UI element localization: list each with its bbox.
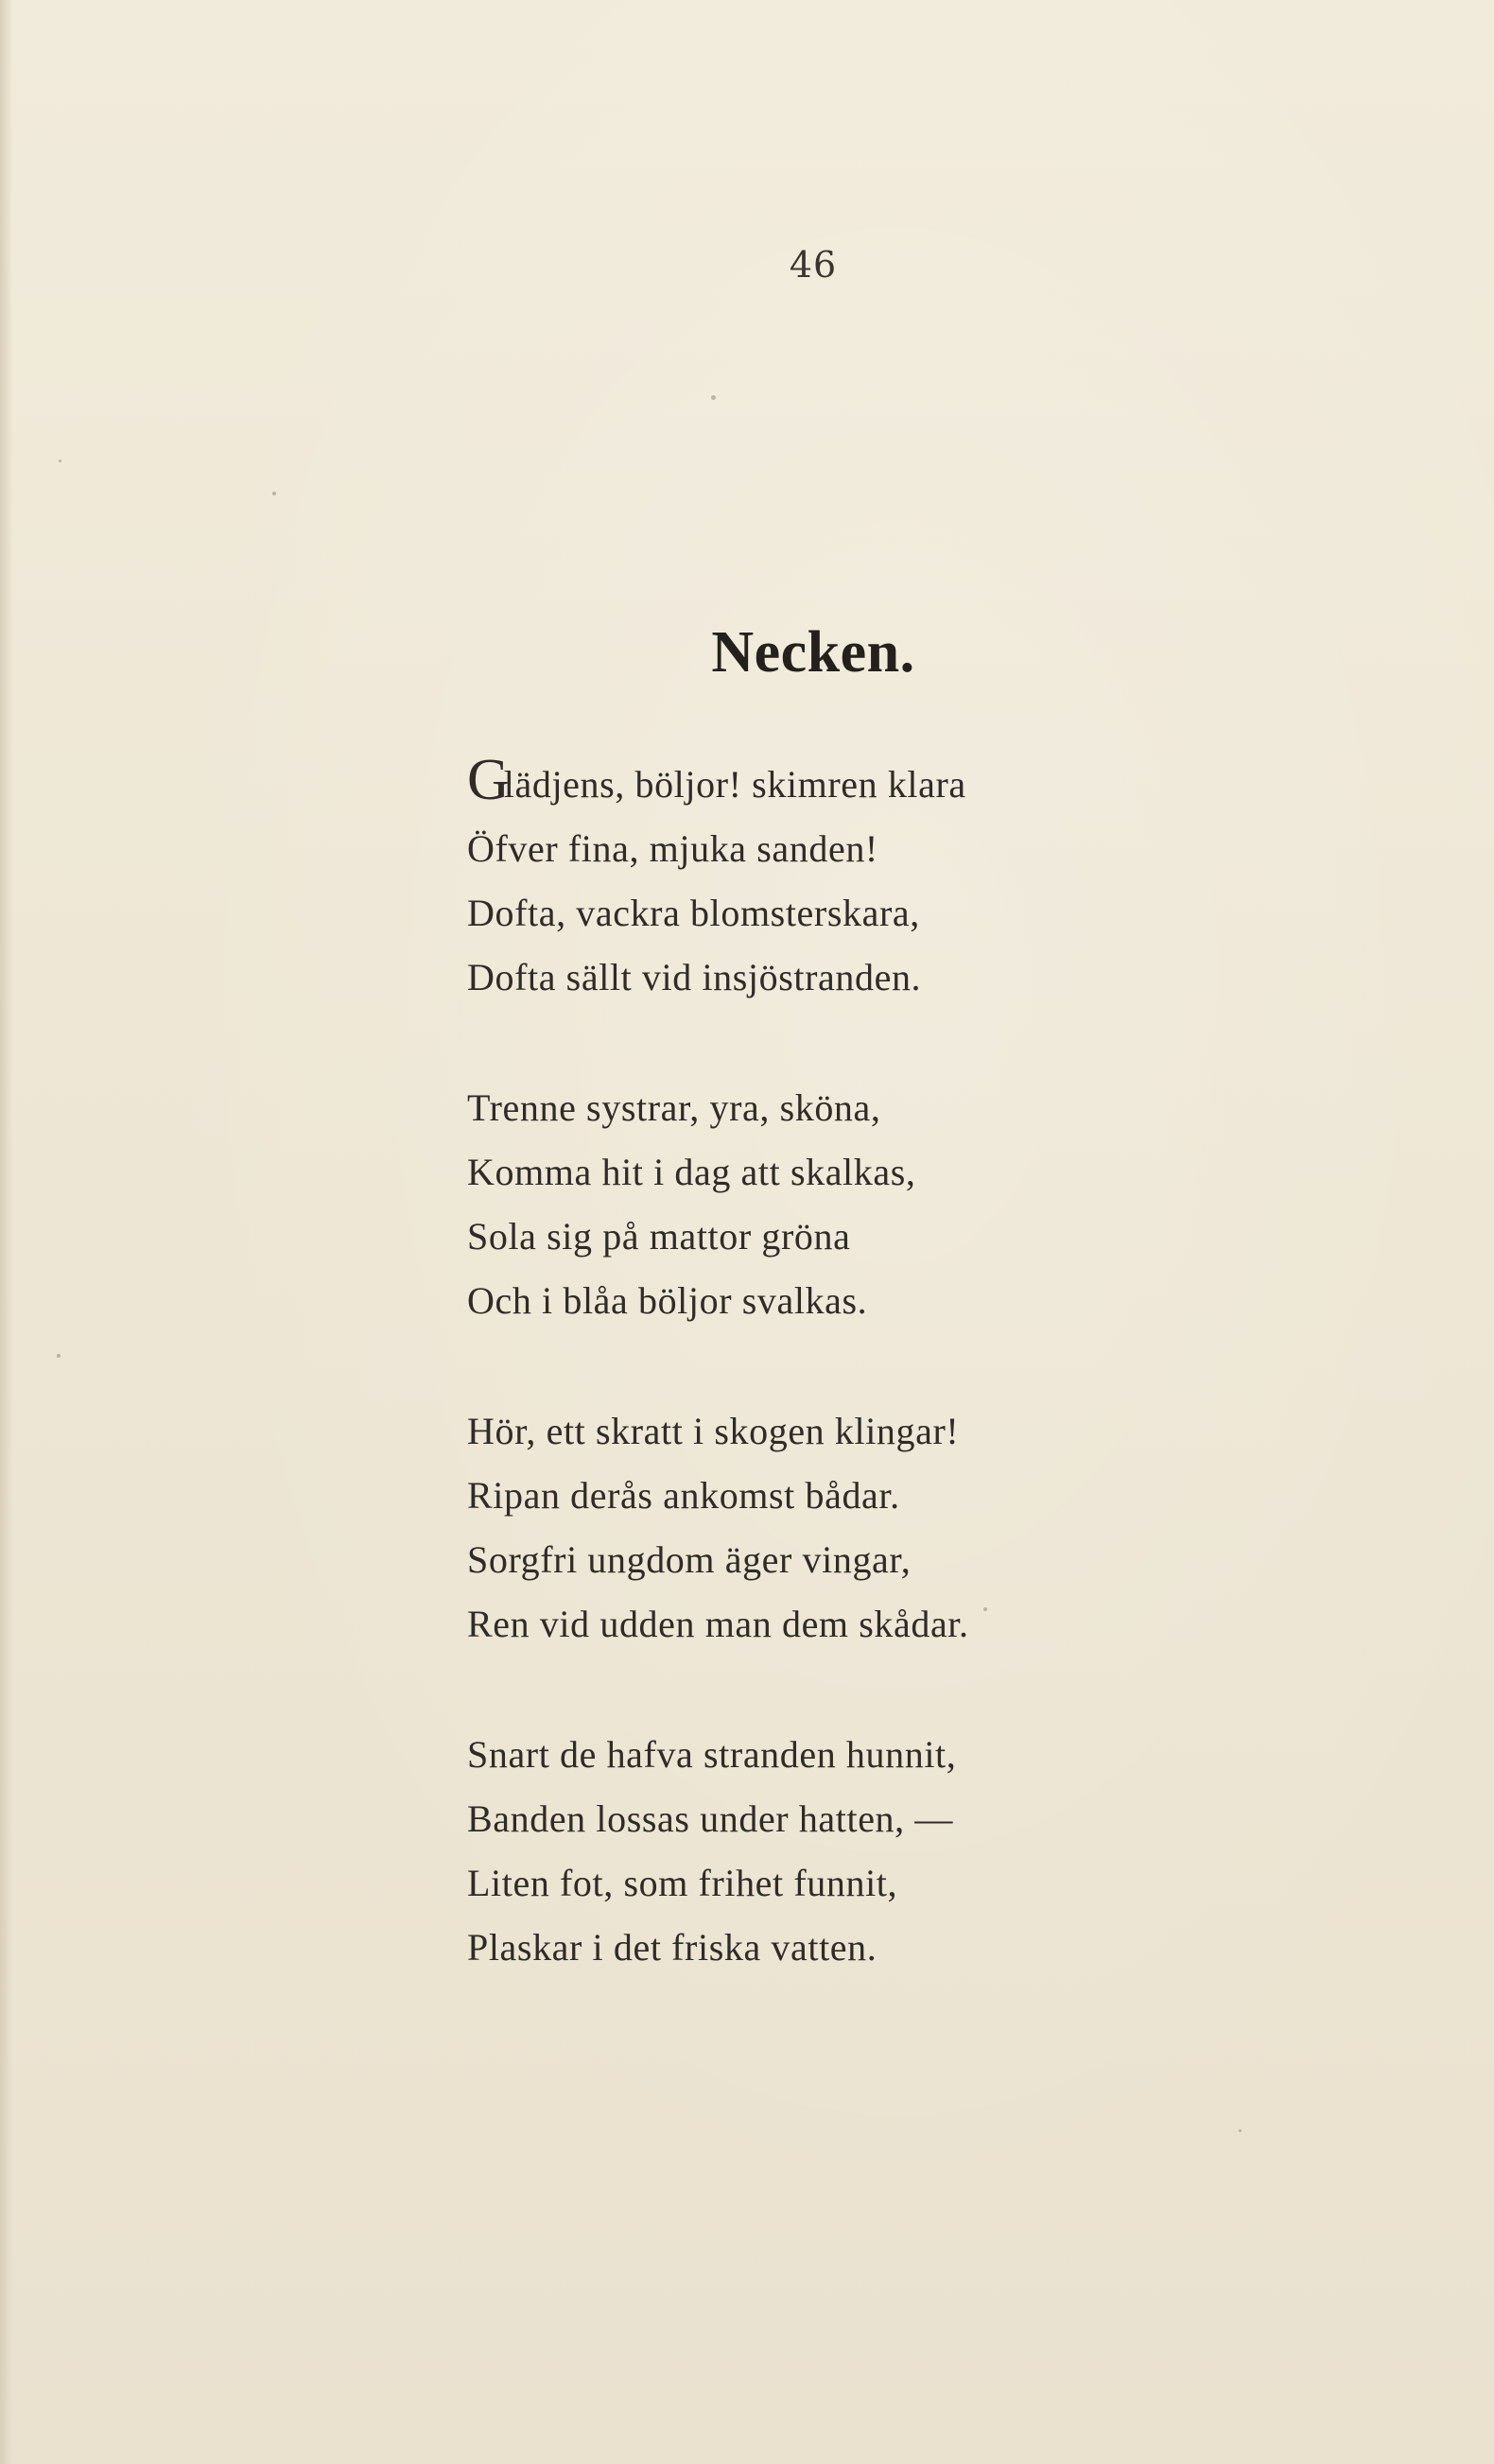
paper-speck [983, 1607, 987, 1611]
stanza-2 [467, 1076, 1413, 1333]
poem-line: Och i blåa böljor svalkas. [467, 1279, 868, 1322]
stanza-3 [467, 1399, 1413, 1657]
poem-line: Dofta, vackra blomsterskara, [467, 892, 920, 934]
paper-speck [711, 395, 716, 400]
paper-speck [57, 1354, 61, 1358]
first-line-rest: lädjens, böljor! skimren klara [503, 763, 966, 806]
stanza-1 [467, 748, 1413, 1010]
poem-title: Necken. [711, 620, 915, 685]
stanza-4 [467, 1723, 1413, 1980]
page-edge-shadow [0, 0, 13, 2464]
poem-line: Plaskar i det friska vatten. [467, 1926, 877, 1969]
poem-line: Sola sig på mattor gröna [467, 1215, 851, 1258]
paper-speck [59, 460, 61, 462]
poem-line: Sorgfri ungdom äger vingar, [467, 1538, 912, 1581]
page-number: 46 [789, 244, 838, 286]
poem-line-first [467, 748, 1413, 817]
poem-line: Banden lossas under hatten, — [467, 1797, 953, 1840]
paper-speck [1239, 2129, 1242, 2132]
paper-speck [272, 492, 276, 495]
poem-line: Öfver fina, mjuka sanden! [467, 827, 878, 870]
poem-line: Komma hit i dag att skalkas, [467, 1151, 916, 1193]
poem-line: Ren vid udden man dem skådar. [467, 1603, 969, 1645]
poem-line: Snart de hafva stranden hunnit, [467, 1733, 957, 1776]
poem-body [467, 748, 1413, 2046]
poem-line: Dofta sällt vid insjöstranden. [467, 956, 922, 998]
poem-line: Liten fot, som frihet funnit, [467, 1862, 898, 1904]
poem-line: Hör, ett skratt i skogen klingar! [467, 1410, 960, 1452]
poem-line: Ripan derås ankomst bådar. [467, 1474, 900, 1517]
paper-speck [756, 1619, 760, 1622]
drop-cap-letter: G [467, 748, 504, 812]
poem-line: Trenne systrar, yra, sköna, [467, 1086, 881, 1129]
